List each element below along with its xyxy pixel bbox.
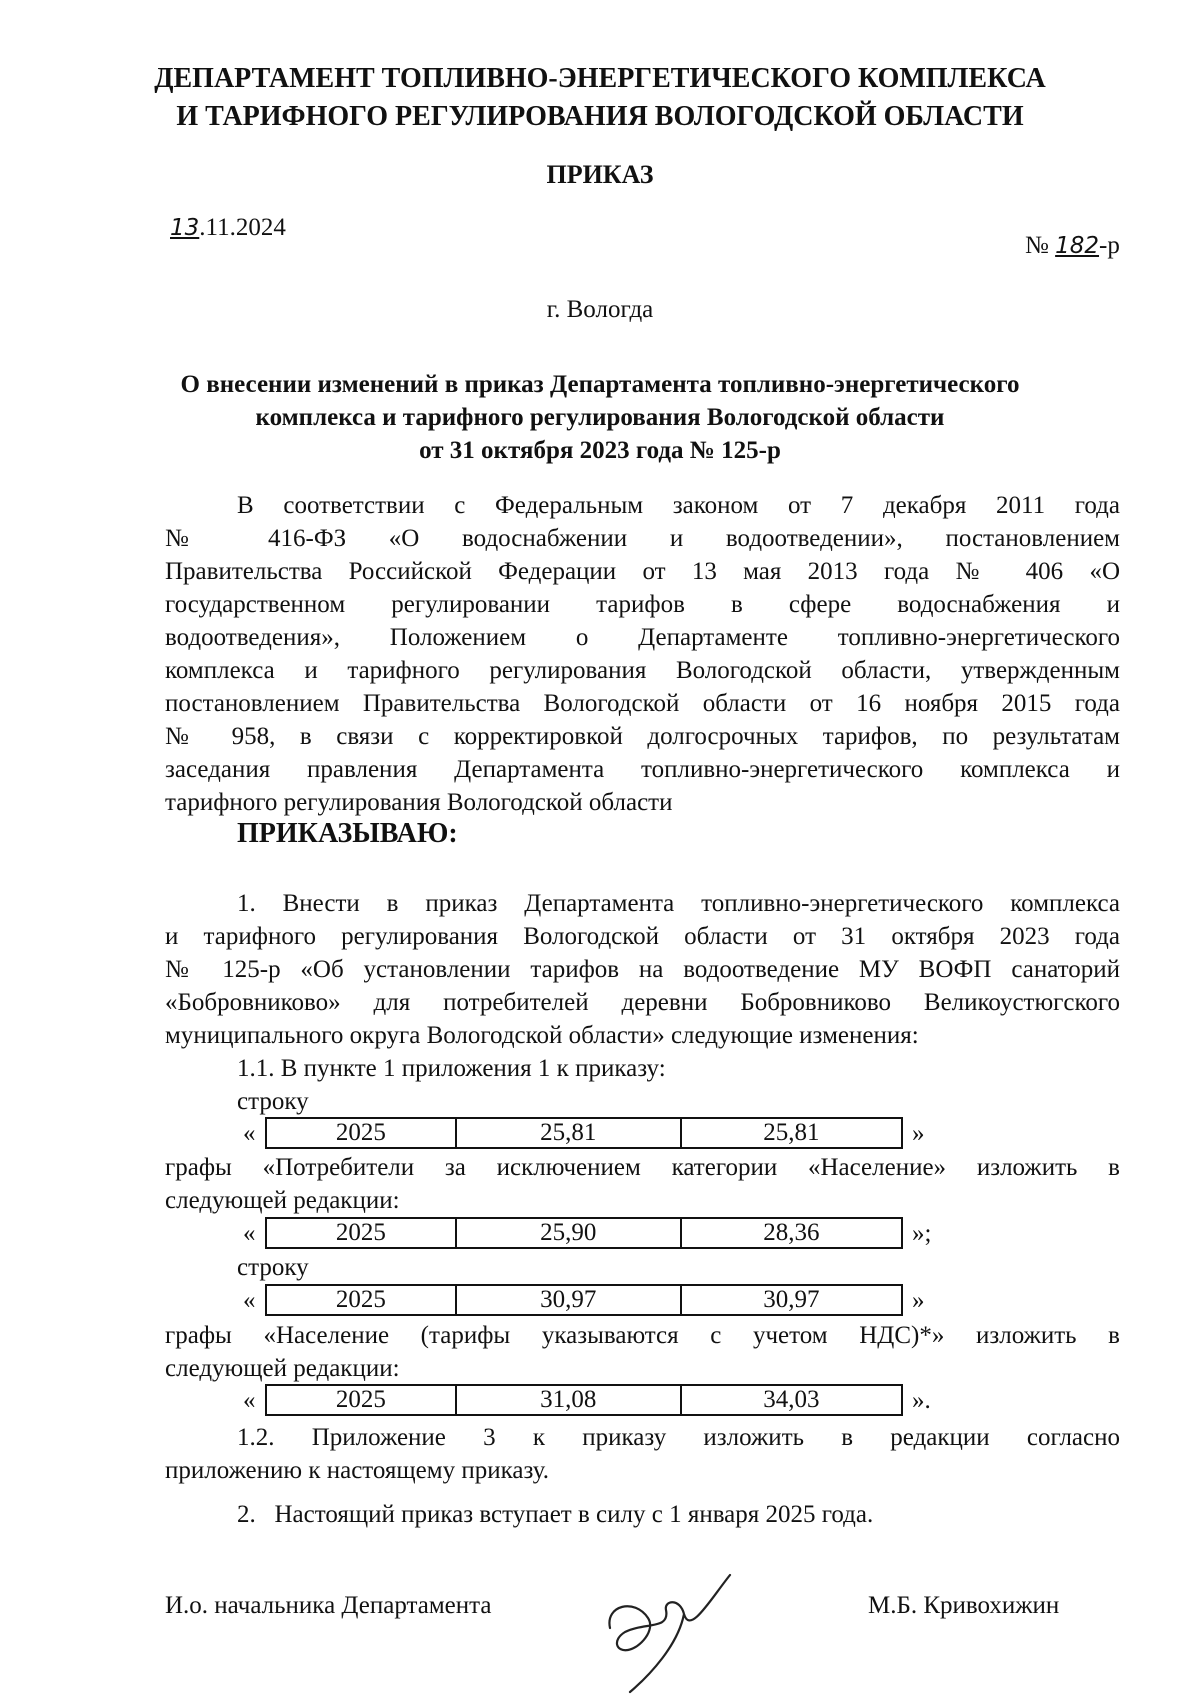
preamble-line: водоотведения», Положением о Департаменте топливно-энергетического (165, 624, 1120, 651)
close-quote: » (912, 1120, 925, 1147)
year-cell: 2025 (266, 1285, 456, 1315)
close-quote: ». (912, 1387, 931, 1414)
column2-text: графы «Население (тарифы указываются с учетом НДС)*» изложить в (165, 1322, 1120, 1349)
handwritten-day: 13 (170, 215, 200, 241)
document-number (1025, 230, 1120, 262)
value-cell: 25,81 (456, 1118, 681, 1148)
value-cell: 30,97 (456, 1285, 681, 1315)
handwritten-signature (600, 1570, 775, 1695)
value-cell: 30,97 (681, 1285, 902, 1315)
open-quote: « (243, 1387, 256, 1414)
item1-line: муниципального округа Вологодской области» следующие изменения: (165, 1022, 919, 1049)
open-quote: « (243, 1220, 256, 1247)
tariff-row-1 (265, 1117, 903, 1149)
city: г. Вологда (546, 296, 654, 323)
signatory-name: М.Б. Кривохижин (868, 1592, 1060, 1619)
handwritten-number: 182 (1055, 233, 1100, 259)
column2-text: следующей редакции: (165, 1355, 400, 1382)
year-cell: 2025 (266, 1385, 456, 1415)
preamble-line: тарифного регулирования Вологодской области (165, 789, 673, 816)
preamble-line: комплекса и тарифного регулирования Вологодской области, утвержденным (165, 657, 1120, 684)
item1-2-line: 1.2. Приложение 3 к приказу изложить в редакции согласно (237, 1424, 1120, 1451)
department-name-line1: ДЕПАРТАМЕНТ ТОПЛИВНО-ЭНЕРГЕТИЧЕСКОГО КОМПЛЕКСА (154, 63, 1046, 94)
item1-line: 1. Внести в приказ Департамента топливно-энергетического комплекса (237, 890, 1120, 917)
label-row: строку (237, 1088, 309, 1115)
preamble-line: В соответствии с Федеральным законом от 7 декабря 2011 года (237, 492, 1120, 519)
item1-line: «Бобровниково» для потребителей деревни Бобровниково Великоустюгского (165, 989, 1120, 1016)
document-date (170, 212, 286, 244)
value-cell: 31,08 (456, 1385, 681, 1415)
column1-text: следующей редакции: (165, 1187, 400, 1214)
order-word: ПРИКАЗЫВАЮ: (237, 818, 458, 849)
number-suffix: -р (1099, 232, 1120, 259)
document-type: ПРИКАЗ (546, 160, 654, 189)
signatory-position: И.о. начальника Департамента (165, 1592, 492, 1619)
preamble-line: постановлением Правительства Вологодской области от 16 ноября 2015 года (165, 690, 1120, 717)
preamble-line: Правительства Российской Федерации от 13 мая 2013 года № 406 «О (165, 558, 1120, 585)
item1-1: 1.1. В пункте 1 приложения 1 к приказу: (237, 1055, 666, 1082)
item1-2-line: приложению к настоящему приказу. (165, 1457, 550, 1484)
number-prefix: № (1025, 232, 1049, 259)
column1-text: графы «Потребители за исключением категории «Население» изложить в (165, 1154, 1120, 1181)
preamble-line: № 958, в связи с корректировкой долгосрочных тарифов, по результатам (165, 723, 1120, 750)
department-name-line2: И ТАРИФНОГО РЕГУЛИРОВАНИЯ ВОЛОГОДСКОЙ ОБЛАСТИ (176, 101, 1024, 132)
title-line2: комплекса и тарифного регулирования Вологодской области (255, 404, 945, 431)
tariff-row-2 (265, 1217, 903, 1249)
value-cell: 25,81 (681, 1118, 902, 1148)
preamble-line: государственном регулировании тарифов в сфере водоснабжения и (165, 591, 1120, 618)
date-rest: .11.2024 (199, 214, 286, 241)
title-line1: О внесении изменений в приказ Департамента топливно-энергетического (180, 371, 1020, 398)
preamble-line: № 416-ФЗ «О водоснабжении и водоотведении», постановлением (165, 525, 1120, 552)
value-cell: 25,90 (456, 1218, 681, 1248)
open-quote: « (243, 1120, 256, 1147)
value-cell: 34,03 (681, 1385, 902, 1415)
preamble-line: заседания правления Департамента топливно-энергетического комплекса и (165, 756, 1120, 783)
label-row: строку (237, 1254, 309, 1281)
title-line3: от 31 октября 2023 года № 125-р (419, 437, 781, 464)
close-quote: » (912, 1287, 925, 1314)
item2: 2. Настоящий приказ вступает в силу с 1 января 2025 года. (237, 1501, 874, 1528)
close-quote: »; (912, 1220, 932, 1247)
value-cell: 28,36 (681, 1218, 902, 1248)
year-cell: 2025 (266, 1218, 456, 1248)
tariff-row-4 (265, 1384, 903, 1416)
tariff-row-3 (265, 1284, 903, 1316)
item1-line: № 125-р «Об установлении тарифов на водоотведение МУ ВОФП санаторий (165, 956, 1120, 983)
item1-line: и тарифного регулирования Вологодской области от 31 октября 2023 года (165, 923, 1120, 950)
open-quote: « (243, 1287, 256, 1314)
year-cell: 2025 (266, 1118, 456, 1148)
